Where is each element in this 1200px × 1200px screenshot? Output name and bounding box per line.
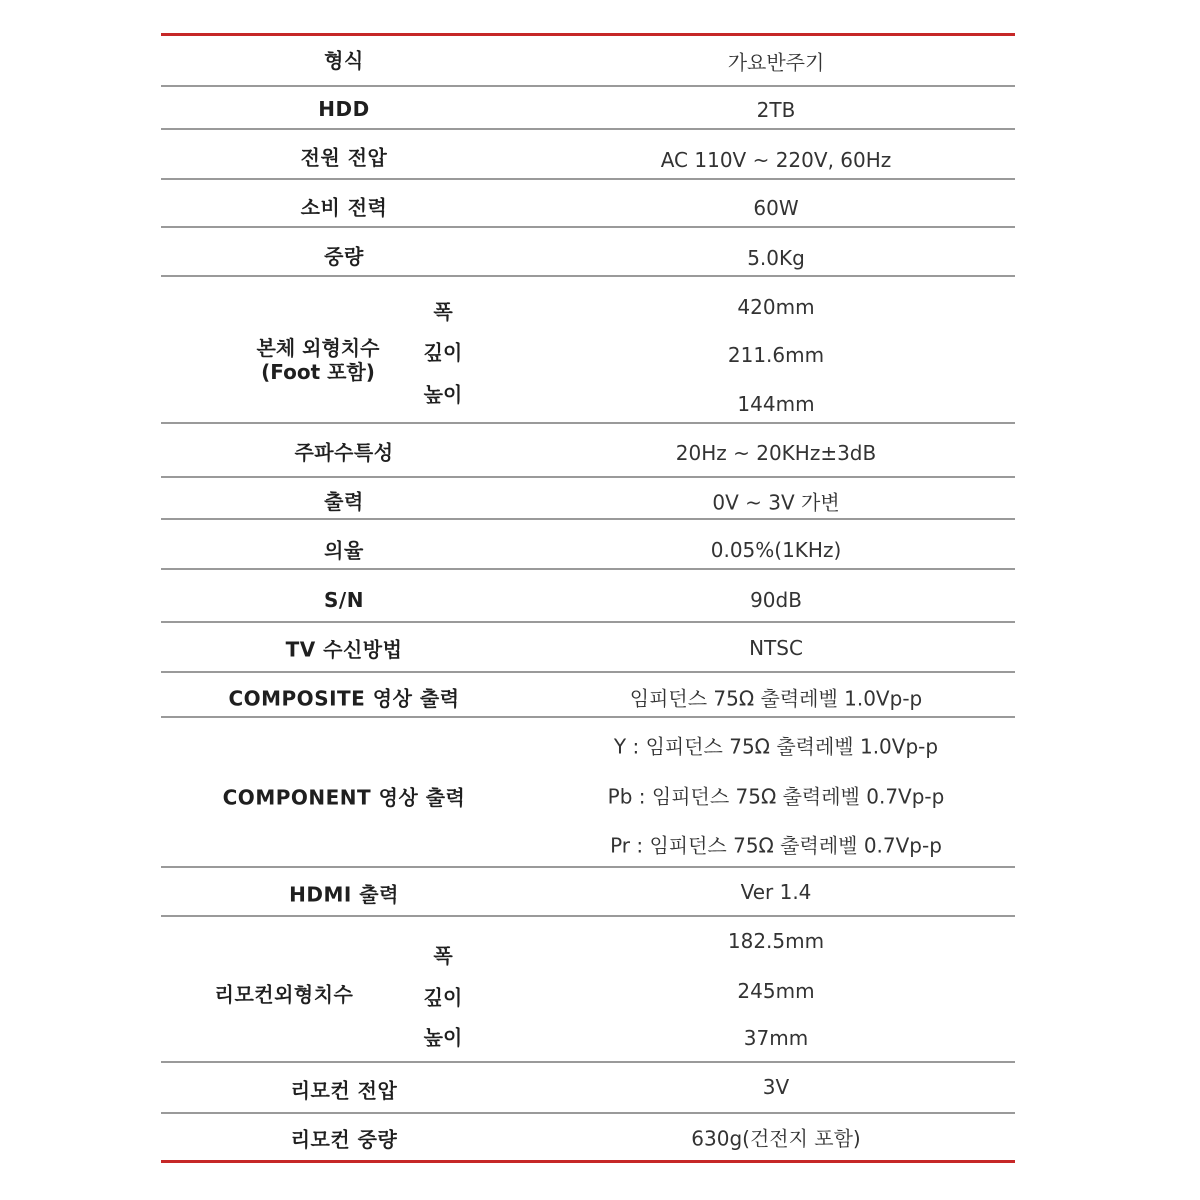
spec-value-distortion: 0.05%(1KHz): [710, 538, 842, 562]
row-divider: [161, 716, 1015, 718]
spec-value-power-voltage: AC 110V ~ 220V, 60Hz: [660, 148, 892, 172]
body-depth-label: 깊이: [423, 340, 463, 365]
spec-label-frequency: 주파수특성: [294, 440, 394, 465]
spec-label-output: 출력: [324, 489, 364, 514]
row-divider: [161, 422, 1015, 424]
spec-value-remote-voltage: 3V: [762, 1075, 790, 1099]
spec-label-remote-dimensions: 리모컨외형치수: [214, 982, 354, 1007]
spec-label-component: COMPONENT 영상 출력: [222, 785, 466, 810]
body-height-label: 높이: [423, 382, 463, 407]
spec-table: [161, 33, 1015, 1163]
bottom-border: [161, 1160, 1015, 1163]
spec-label-tv-reception: TV 수신방법: [285, 637, 403, 662]
spec-label-power-voltage: 전원 전압: [300, 145, 388, 170]
spec-value-power-consumption: 60W: [753, 196, 799, 220]
component-pr-value: Pr : 임피던스 75Ω 출력레벨 0.7Vp-p: [610, 833, 942, 858]
remote-height-value: 37mm: [743, 1026, 809, 1050]
spec-label-remote-voltage: 리모컨 전압: [290, 1078, 398, 1103]
row-divider: [161, 915, 1015, 917]
row-divider: [161, 128, 1015, 130]
spec-value-weight: 5.0Kg: [747, 246, 805, 270]
spec-value-frequency: 20Hz ~ 20KHz±3dB: [675, 441, 877, 465]
row-divider: [161, 671, 1015, 673]
spec-label-weight: 중량: [324, 244, 364, 269]
row-divider: [161, 178, 1015, 180]
row-divider: [161, 568, 1015, 570]
row-divider: [161, 85, 1015, 87]
row-divider: [161, 476, 1015, 478]
spec-label-hdmi: HDMI 출력: [289, 882, 399, 907]
row-divider: [161, 518, 1015, 520]
body-dimensions-label-line1: 본체 외형치수: [256, 336, 380, 360]
row-divider: [161, 275, 1015, 277]
spec-value-remote-weight: 630g(건전지 포함): [691, 1126, 861, 1151]
top-border: [161, 33, 1015, 36]
remote-depth-label: 깊이: [423, 985, 463, 1010]
spec-label-composite: COMPOSITE 영상 출력: [228, 686, 460, 711]
spec-label-sn: S/N: [324, 588, 364, 612]
spec-value-hdd: 2TB: [756, 98, 796, 122]
body-depth-value: 211.6mm: [727, 343, 825, 367]
remote-width-label: 폭: [433, 943, 453, 968]
component-y-value: Y : 임피던스 75Ω 출력레벨 1.0Vp-p: [613, 734, 939, 759]
component-pb-value: Pb : 임피던스 75Ω 출력레벨 0.7Vp-p: [607, 784, 945, 809]
remote-depth-value: 245mm: [737, 979, 815, 1003]
body-height-value: 144mm: [737, 392, 815, 416]
spec-value-tv-reception: NTSC: [749, 636, 803, 660]
body-dimensions-label-line2: (Foot 포함): [261, 360, 375, 384]
spec-label-power-consumption: 소비 전력: [300, 195, 388, 220]
spec-label-body-dimensions: [257, 336, 380, 384]
spec-value-output: 0V ~ 3V 가변: [712, 490, 840, 515]
spec-value-type: 가요반주기: [727, 50, 825, 75]
spec-label-type: 형식: [324, 48, 364, 73]
remote-width-value: 182.5mm: [727, 929, 825, 953]
spec-value-composite: 임피던스 75Ω 출력레벨 1.0Vp-p: [629, 686, 923, 711]
spec-label-hdd: HDD: [318, 97, 370, 121]
spec-label-remote-weight: 리모컨 중량: [290, 1127, 398, 1152]
remote-height-label: 높이: [423, 1025, 463, 1050]
row-divider: [161, 1061, 1015, 1063]
row-divider: [161, 866, 1015, 868]
spec-value-sn: 90dB: [750, 588, 802, 612]
row-divider: [161, 226, 1015, 228]
body-width-value: 420mm: [737, 295, 815, 319]
spec-label-distortion: 의율: [324, 538, 364, 563]
row-divider: [161, 1112, 1015, 1114]
row-divider: [161, 621, 1015, 623]
body-width-label: 폭: [433, 299, 453, 324]
spec-value-hdmi: Ver 1.4: [740, 880, 812, 904]
